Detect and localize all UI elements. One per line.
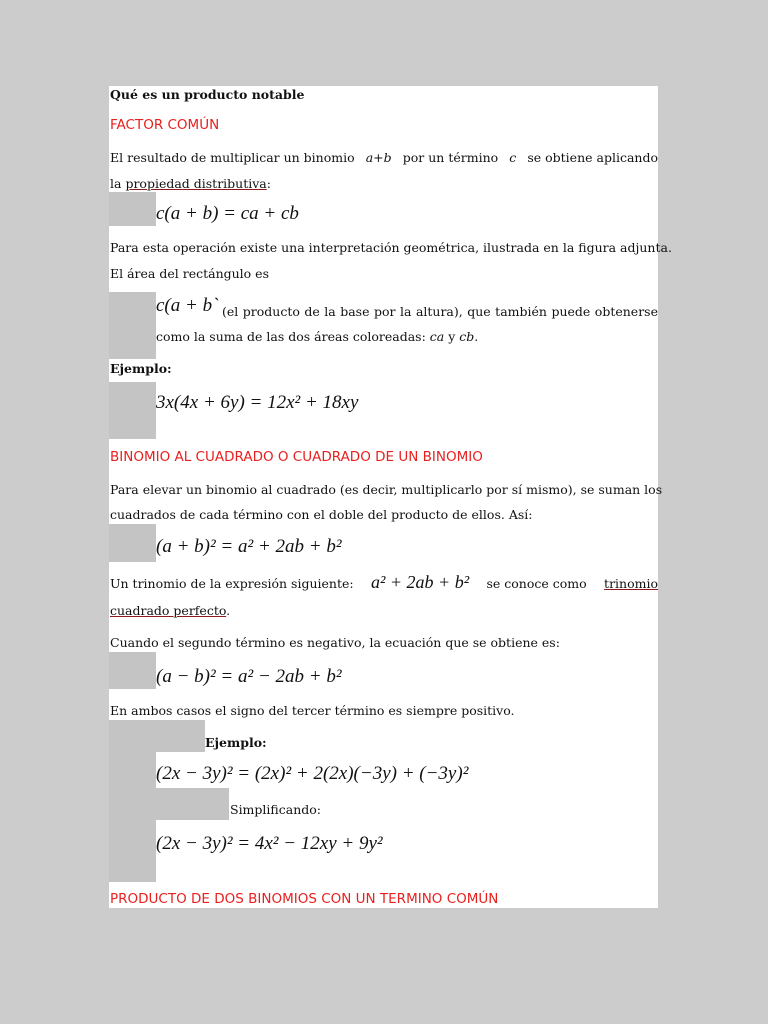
equation-binomio-resta	[156, 666, 342, 688]
equation-text: (a − b)² = a² − 2ab + b²	[156, 666, 342, 687]
text: por un término	[402, 150, 499, 165]
margin-block	[109, 292, 156, 359]
equation-area	[156, 295, 218, 317]
paragraph-trinomio-line1	[110, 572, 658, 593]
equation-text: 3x(4x + 6y) = 12x² + 18xy	[156, 392, 359, 413]
equation-text: (a + b)² = a² + 2ab + b²	[156, 536, 342, 557]
text: Un trinomio de la expresión siguiente:	[110, 576, 354, 591]
variable: ca	[429, 329, 445, 344]
equation-text: (2x − 3y)² = 4x² − 12xy + 9y²	[156, 833, 383, 854]
paragraph-binomio-line1: Para elevar un binomio al cuadrado (es decir, multiplicarlo por sí mismo), se suman los	[110, 482, 663, 497]
margin-block	[109, 788, 229, 820]
equation-text: (2x − 3y)² = (2x)² + 2(2x)(−3y) + (−3y)²	[156, 763, 469, 784]
equation-inline-trinomio: a² + 2ab + b²	[371, 572, 470, 592]
paragraph-product-line1: (el producto de la base por la altura), que también puede obtenerse	[222, 304, 658, 319]
document-page	[109, 86, 672, 908]
paragraph-binomio-line2: cuadrados de cada término con el doble del producto de ellos. Así:	[110, 507, 533, 522]
paragraph-geometric: Para esta operación existe una interpretación geométrica, ilustrada en la figura adjunta.	[110, 240, 672, 255]
text: se conoce como	[486, 576, 587, 591]
example-label: Ejemplo:	[110, 361, 172, 376]
section-heading-producto-binomios: PRODUCTO DE DOS BINOMIOS CON UN TERMINO COMÚN	[110, 891, 499, 907]
text: :	[266, 176, 271, 191]
paragraph-factor-line1	[110, 150, 658, 165]
link-trinomio[interactable]: trinomio	[604, 576, 658, 591]
paragraph-area: El área del rectángulo es	[110, 266, 269, 281]
equation-example-1	[156, 392, 358, 414]
variable: cb	[459, 329, 475, 344]
margin-block	[109, 752, 156, 788]
text: como la suma de las dos áreas coloreadas:	[156, 329, 426, 344]
equation-binomio-suma	[156, 536, 342, 558]
margin-block	[109, 192, 156, 226]
link-propiedad-distributiva[interactable]: propiedad distributiva	[125, 176, 267, 191]
margin-block	[109, 382, 156, 439]
margin-block	[109, 524, 156, 562]
paragraph-signo: En ambos casos el signo del tercer término es siempre positivo.	[110, 703, 515, 718]
paragraph-negativo: Cuando el segundo término es negativo, la ecuación que se obtiene es:	[110, 635, 560, 650]
margin-block	[109, 720, 205, 752]
text: la	[110, 176, 122, 191]
page-title: Qué es un producto notable	[110, 87, 305, 102]
paragraph-trinomio-line2	[110, 603, 230, 618]
variable: a+b	[365, 150, 392, 165]
equation-text: c(a + b) = ca + cb	[156, 203, 299, 224]
equation-simplified	[156, 833, 383, 855]
simplificando-label: Simplificando:	[230, 802, 321, 817]
text: .	[474, 329, 479, 344]
text: .	[226, 603, 231, 618]
link-cuadrado-perfecto[interactable]: cuadrado perfecto	[110, 603, 227, 618]
paragraph-factor-line2	[110, 176, 271, 191]
section-heading-binomio-cuadrado: BINOMIO AL CUADRADO O CUADRADO DE UN BINOMIO	[110, 449, 483, 465]
section-heading-factor-comun: FACTOR COMÚN	[110, 117, 220, 133]
margin-block	[109, 652, 156, 689]
variable: c	[509, 150, 517, 165]
equation-example-2	[156, 763, 468, 785]
text: y	[448, 329, 456, 344]
paragraph-product-line2	[156, 329, 478, 344]
text: El resultado de multiplicar un binomio	[110, 150, 355, 165]
text: se obtiene aplicando	[527, 150, 658, 165]
equation-factor-comun	[156, 203, 299, 225]
margin-block	[109, 820, 156, 882]
equation-text: c(a + b`	[156, 295, 219, 316]
example-label: Ejemplo:	[205, 735, 267, 750]
